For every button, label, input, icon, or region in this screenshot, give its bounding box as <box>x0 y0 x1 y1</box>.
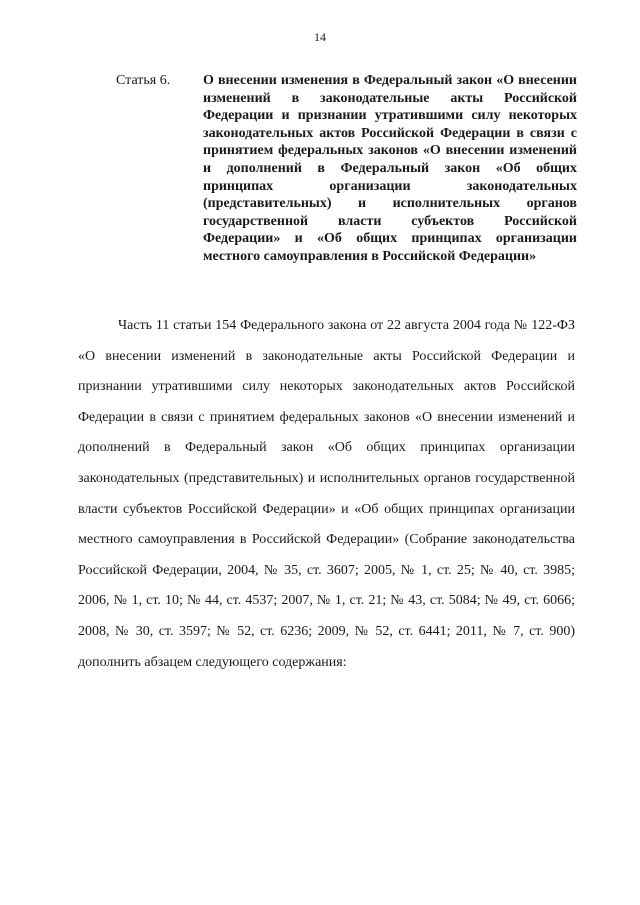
body-paragraph: Часть 11 статьи 154 Федерального закона от 22 августа 2004 года № 122-ФЗ «О внесении изменений в законодательные акты Российской Федерации и признании утратившими силу некоторых законодательных актов Российской Федерации в связи с принятием федеральных законов «О внесении изменений и дополнений в Федеральный закон «Об общих принципах организации законодательных (представительных) и исполнительных органов государственной власти субъектов Российской Федерации» и «Об общих принципах организации местного самоуправления в Российской Федерации» (Собрание законодательства Российской Федерации, 2004, № 35, ст. 3607; 2005, № 1, ст. 25; № 40, ст. 3985; 2006, № 1, ст. 10; № 44, ст. 4537; 2007, № 1, ст. 21; № 43, ст. 5084; № 49, ст. 6066; 2008, № 30, ст. 3597; № 52, ст. 6236; 2009, № 52, ст. 6441; 2011, № 7, ст. 900) дополнить абзацем следующего содержания: <box>78 318 575 670</box>
article-label: Статья 6. <box>116 73 171 88</box>
article-heading: О внесении изменения в Федеральный закон «О внесении изменений в законодательные акты Российской Федерации и признании утратившими силу некоторых законодательных актов Российской Федерации в связи с принятием федеральных законов «О внесении изменений и дополнений в Федеральный закон «Об общих принципах организации законодательных (представительных) и исполнительных органов государственной власти субъектов Российской Федерации» и «Об общих принципах организации местного самоуправления в Российской Федерации» <box>203 73 577 264</box>
page-number: 14 <box>314 30 326 44</box>
